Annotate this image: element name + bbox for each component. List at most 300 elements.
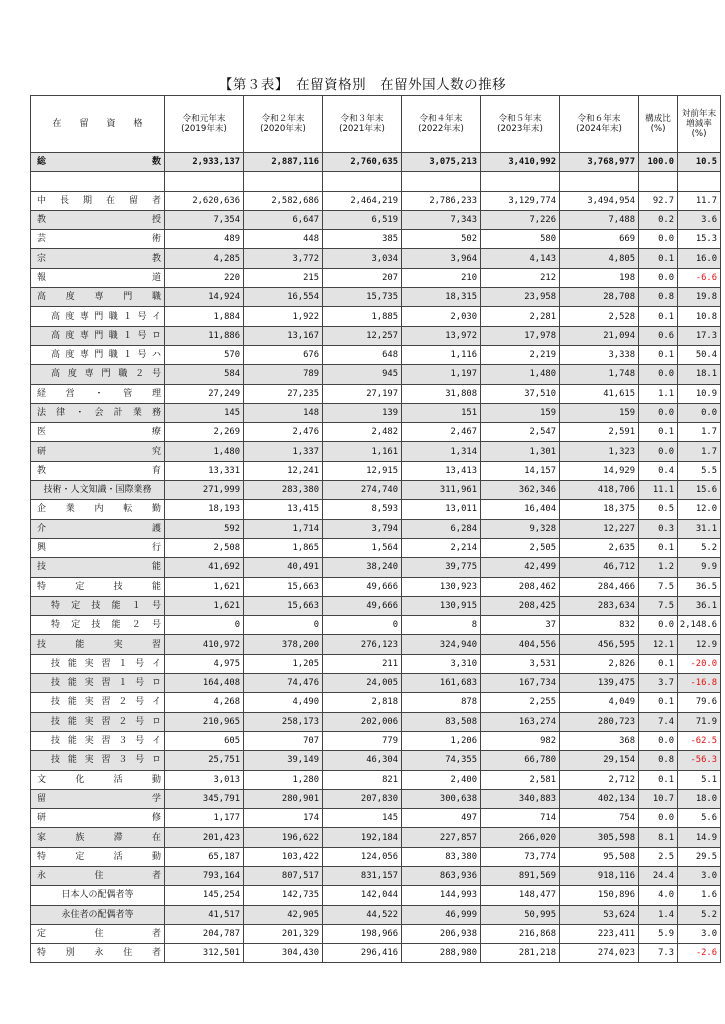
year-value-cell: 779 xyxy=(323,731,402,750)
year-value-cell: 304,430 xyxy=(244,944,323,963)
year-value-cell: 283,634 xyxy=(560,596,639,615)
year-value-cell: 150,896 xyxy=(560,886,639,905)
ratio-cell: 0.2 xyxy=(639,210,678,229)
table-row xyxy=(31,384,721,403)
change-cell: 18.1 xyxy=(678,365,721,384)
year-value-cell: 139,475 xyxy=(560,674,639,693)
ratio-cell: 0.3 xyxy=(639,519,678,538)
year-value-cell: 1,480 xyxy=(481,365,560,384)
year-value-cell: 2,826 xyxy=(560,654,639,673)
year-value-cell: 18,375 xyxy=(560,500,639,519)
change-cell: 12.0 xyxy=(678,500,721,519)
table-row xyxy=(31,442,721,461)
year-value-cell: 13,413 xyxy=(402,461,481,480)
year-value-cell: 1,314 xyxy=(402,442,481,461)
ratio-cell: 24.4 xyxy=(639,866,678,885)
year-value-cell: 2,281 xyxy=(481,307,560,326)
year-value-cell: 164,408 xyxy=(165,674,244,693)
row-label: 研修 xyxy=(31,809,165,828)
year-value-cell: 280,901 xyxy=(244,789,323,808)
year-value-cell: 1,177 xyxy=(165,809,244,828)
year-value-cell: 50,995 xyxy=(481,905,560,924)
year-value-cell: 570 xyxy=(165,345,244,364)
year-value-cell: 21,094 xyxy=(560,326,639,345)
year-value-cell: 17,978 xyxy=(481,326,560,345)
change-cell: 71.9 xyxy=(678,712,721,731)
year-value-cell: 49,666 xyxy=(323,596,402,615)
year-value-cell: 14,924 xyxy=(165,288,244,307)
year-value-cell: 2,467 xyxy=(402,423,481,442)
year-value-cell: 8 xyxy=(402,616,481,635)
year-value-cell: 24,005 xyxy=(323,674,402,693)
year-value-cell: 3,772 xyxy=(244,249,323,268)
year-value-cell: 145 xyxy=(323,809,402,828)
change-cell: 1.6 xyxy=(678,886,721,905)
year-value-cell: 39,775 xyxy=(402,558,481,577)
year-value-cell: 2,760,635 xyxy=(323,153,402,172)
row-label: 特定技能２号 xyxy=(31,616,165,635)
year-value-cell: 23,958 xyxy=(481,288,560,307)
year-value-cell: 174 xyxy=(244,809,323,828)
year-value-cell: 2,219 xyxy=(481,345,560,364)
row-label: 高度専門職１号ロ xyxy=(31,326,165,345)
year-value-cell: 2,620,636 xyxy=(165,191,244,210)
table-row xyxy=(31,924,721,943)
table-row xyxy=(31,249,721,268)
row-label: 特別永住者 xyxy=(31,944,165,963)
change-cell: 10.5 xyxy=(678,153,721,172)
ratio-cell: 0.0 xyxy=(639,365,678,384)
year-value-cell: 15,663 xyxy=(244,577,323,596)
year-value-cell: 12,257 xyxy=(323,326,402,345)
year-value-cell: 31,808 xyxy=(402,384,481,403)
year-value-cell: 821 xyxy=(323,770,402,789)
year-value-cell: 151 xyxy=(402,403,481,422)
year-value-cell: 754 xyxy=(560,809,639,828)
year-value-cell: 2,476 xyxy=(244,423,323,442)
ratio-cell: 7.5 xyxy=(639,577,678,596)
year-value-cell: 38,240 xyxy=(323,558,402,577)
ratio-cell: 2.5 xyxy=(639,847,678,866)
row-label: 研究 xyxy=(31,442,165,461)
year-value-cell: 46,999 xyxy=(402,905,481,924)
table-body xyxy=(31,153,721,963)
ratio-cell: 0.0 xyxy=(639,731,678,750)
table-row xyxy=(31,693,721,712)
year-value-cell: 410,972 xyxy=(165,635,244,654)
row-label: 宗教 xyxy=(31,249,165,268)
year-value-cell: 40,491 xyxy=(244,558,323,577)
year-value-cell: 271,999 xyxy=(165,481,244,500)
year-value-cell: 2,582,686 xyxy=(244,191,323,210)
year-value-cell: 12,915 xyxy=(323,461,402,480)
change-cell: 18.0 xyxy=(678,789,721,808)
year-value-cell: 39,149 xyxy=(244,751,323,770)
year-value-cell: 103,422 xyxy=(244,847,323,866)
year-value-cell: 2,712 xyxy=(560,770,639,789)
year-value-cell: 945 xyxy=(323,365,402,384)
year-value-cell: 202,006 xyxy=(323,712,402,731)
table-row xyxy=(31,731,721,750)
row-label: 特定技能 xyxy=(31,577,165,596)
ratio-cell: 0.1 xyxy=(639,423,678,442)
year-value-cell: 4,049 xyxy=(560,693,639,712)
row-label: 永住者の配偶者等 xyxy=(31,905,165,924)
table-row xyxy=(31,403,721,422)
row-label: 報道 xyxy=(31,268,165,287)
year-value-cell: 878 xyxy=(402,693,481,712)
ratio-cell: 0.0 xyxy=(639,442,678,461)
year-value-cell: 15,663 xyxy=(244,596,323,615)
change-cell: 10.9 xyxy=(678,384,721,403)
year-value-cell: 74,476 xyxy=(244,674,323,693)
change-cell: 9.9 xyxy=(678,558,721,577)
page-title: 【第３表】 在留資格別 在留外国人数の推移 xyxy=(218,77,507,93)
change-cell: 5.5 xyxy=(678,461,721,480)
year-value-cell: 1,205 xyxy=(244,654,323,673)
year-value-cell: 2,818 xyxy=(323,693,402,712)
year-value-cell: 2,528 xyxy=(560,307,639,326)
year-value-cell: 27,197 xyxy=(323,384,402,403)
year-value-cell: 283,380 xyxy=(244,481,323,500)
year-value-cell: 208,462 xyxy=(481,577,560,596)
year-value-cell: 27,235 xyxy=(244,384,323,403)
table-row xyxy=(31,307,721,326)
year-value-cell: 1,885 xyxy=(323,307,402,326)
year-value-cell: 284,466 xyxy=(560,577,639,596)
change-cell: 5.6 xyxy=(678,809,721,828)
table-row xyxy=(31,153,721,172)
year-value-cell: 11,886 xyxy=(165,326,244,345)
year-value-cell: 707 xyxy=(244,731,323,750)
year-value-cell: 46,712 xyxy=(560,558,639,577)
row-label: 定住者 xyxy=(31,924,165,943)
year-value-cell: 385 xyxy=(323,230,402,249)
table-row xyxy=(31,674,721,693)
year-value-cell: 2,887,116 xyxy=(244,153,323,172)
year-value-cell: 1,564 xyxy=(323,538,402,557)
year-value-cell: 9,328 xyxy=(481,519,560,538)
year-value-cell: 2,255 xyxy=(481,693,560,712)
year-value-cell: 192,184 xyxy=(323,828,402,847)
year-value-cell: 212 xyxy=(481,268,560,287)
year-value-cell: 142,735 xyxy=(244,886,323,905)
year-value-cell: 16,554 xyxy=(244,288,323,307)
year-value-cell: 831,157 xyxy=(323,866,402,885)
year-value-cell: 13,972 xyxy=(402,326,481,345)
year-value-cell: 1,748 xyxy=(560,365,639,384)
year-value-cell: 3,494,954 xyxy=(560,191,639,210)
header-year-2024: 令和６年末 (2024年末) xyxy=(560,96,639,153)
year-value-cell: 1,865 xyxy=(244,538,323,557)
year-value-cell: 3,768,977 xyxy=(560,153,639,172)
year-value-cell: 159 xyxy=(560,403,639,422)
row-label: 中長期在留者 xyxy=(31,191,165,210)
row-label: 家族滞在 xyxy=(31,828,165,847)
year-value-cell: 14,157 xyxy=(481,461,560,480)
change-cell: -62.5 xyxy=(678,731,721,750)
year-value-cell: 198 xyxy=(560,268,639,287)
ratio-cell: 4.0 xyxy=(639,886,678,905)
header-year-2019: 令和元年末 (2019年末) xyxy=(165,96,244,153)
year-value-cell: 211 xyxy=(323,654,402,673)
ratio-cell: 0.1 xyxy=(639,249,678,268)
year-value-cell: 4,268 xyxy=(165,693,244,712)
table-row xyxy=(31,635,721,654)
year-value-cell: 648 xyxy=(323,345,402,364)
year-value-cell: 584 xyxy=(165,365,244,384)
ratio-cell: 10.7 xyxy=(639,789,678,808)
table-row xyxy=(31,866,721,885)
year-value-cell: 49,666 xyxy=(323,577,402,596)
year-value-cell: 1,280 xyxy=(244,770,323,789)
row-label: 高度専門職１号ハ xyxy=(31,345,165,364)
year-value-cell: 28,708 xyxy=(560,288,639,307)
row-label: 経営・管理 xyxy=(31,384,165,403)
year-value-cell: 216,868 xyxy=(481,924,560,943)
year-value-cell: 27,249 xyxy=(165,384,244,403)
year-value-cell: 1,301 xyxy=(481,442,560,461)
year-value-cell: 3,531 xyxy=(481,654,560,673)
table-row xyxy=(31,500,721,519)
ratio-cell: 0.1 xyxy=(639,693,678,712)
year-value-cell: 281,218 xyxy=(481,944,560,963)
row-label: 留学 xyxy=(31,789,165,808)
year-value-cell: 41,517 xyxy=(165,905,244,924)
ratio-cell: 0.0 xyxy=(639,268,678,287)
year-value-cell: 2,464,219 xyxy=(323,191,402,210)
year-value-cell: 13,415 xyxy=(244,500,323,519)
year-value-cell: 1,197 xyxy=(402,365,481,384)
year-value-cell: 7,343 xyxy=(402,210,481,229)
year-value-cell: 456,595 xyxy=(560,635,639,654)
year-value-cell: 1,161 xyxy=(323,442,402,461)
year-value-cell: 16,404 xyxy=(481,500,560,519)
row-label: 高度専門職 xyxy=(31,288,165,307)
ratio-cell: 0.5 xyxy=(639,500,678,519)
year-value-cell: 46,304 xyxy=(323,751,402,770)
year-value-cell: 345,791 xyxy=(165,789,244,808)
year-value-cell: 148 xyxy=(244,403,323,422)
year-value-cell: 305,598 xyxy=(560,828,639,847)
year-value-cell: 807,517 xyxy=(244,866,323,885)
year-value-cell: 4,805 xyxy=(560,249,639,268)
row-label: 介護 xyxy=(31,519,165,538)
year-value-cell: 714 xyxy=(481,809,560,828)
year-value-cell: 324,940 xyxy=(402,635,481,654)
spacer-row xyxy=(31,172,721,191)
year-value-cell: 0 xyxy=(244,616,323,635)
year-value-cell: 145 xyxy=(165,403,244,422)
change-cell: 15.3 xyxy=(678,230,721,249)
table-row xyxy=(31,519,721,538)
year-value-cell: 12,241 xyxy=(244,461,323,480)
year-value-cell: 863,936 xyxy=(402,866,481,885)
year-value-cell: 1,714 xyxy=(244,519,323,538)
year-value-cell: 891,569 xyxy=(481,866,560,885)
year-value-cell: 41,692 xyxy=(165,558,244,577)
table-row xyxy=(31,326,721,345)
year-value-cell: 497 xyxy=(402,809,481,828)
year-value-cell: 1,116 xyxy=(402,345,481,364)
ratio-cell: 11.1 xyxy=(639,481,678,500)
year-value-cell: 2,786,233 xyxy=(402,191,481,210)
year-value-cell: 362,346 xyxy=(481,481,560,500)
year-value-cell: 418,706 xyxy=(560,481,639,500)
year-value-cell: 37 xyxy=(481,616,560,635)
change-cell: 10.8 xyxy=(678,307,721,326)
year-value-cell: 489 xyxy=(165,230,244,249)
ratio-cell: 0.1 xyxy=(639,538,678,557)
year-value-cell: 206,938 xyxy=(402,924,481,943)
year-value-cell: 402,134 xyxy=(560,789,639,808)
year-value-cell: 18,193 xyxy=(165,500,244,519)
ratio-cell: 0.1 xyxy=(639,654,678,673)
header-year-2020: 令和２年末 (2020年末) xyxy=(244,96,323,153)
year-value-cell: 145,254 xyxy=(165,886,244,905)
table-row xyxy=(31,191,721,210)
year-value-cell: 159 xyxy=(481,403,560,422)
year-value-cell: 13,011 xyxy=(402,500,481,519)
year-value-cell: 793,164 xyxy=(165,866,244,885)
year-value-cell: 210 xyxy=(402,268,481,287)
year-value-cell: 448 xyxy=(244,230,323,249)
change-cell: -20.0 xyxy=(678,654,721,673)
change-cell: 19.8 xyxy=(678,288,721,307)
year-value-cell: 148,477 xyxy=(481,886,560,905)
year-value-cell: 378,200 xyxy=(244,635,323,654)
year-value-cell: 280,723 xyxy=(560,712,639,731)
table-row xyxy=(31,789,721,808)
residence-status-table xyxy=(30,95,721,963)
year-value-cell: 2,400 xyxy=(402,770,481,789)
ratio-cell: 0.8 xyxy=(639,751,678,770)
year-value-cell: 144,993 xyxy=(402,886,481,905)
year-value-cell: 2,482 xyxy=(323,423,402,442)
ratio-cell: 92.7 xyxy=(639,191,678,210)
year-value-cell: 53,624 xyxy=(560,905,639,924)
year-value-cell: 207,830 xyxy=(323,789,402,808)
header-year-2023: 令和５年末 (2023年末) xyxy=(481,96,560,153)
year-value-cell: 2,508 xyxy=(165,538,244,557)
ratio-cell: 7.5 xyxy=(639,596,678,615)
year-value-cell: 142,044 xyxy=(323,886,402,905)
table-row xyxy=(31,577,721,596)
table-row xyxy=(31,616,721,635)
row-label: 日本人の配偶者等 xyxy=(31,886,165,905)
ratio-cell: 1.4 xyxy=(639,905,678,924)
year-value-cell: 201,329 xyxy=(244,924,323,943)
year-value-cell: 7,488 xyxy=(560,210,639,229)
ratio-cell: 0.0 xyxy=(639,616,678,635)
change-cell: 36.1 xyxy=(678,596,721,615)
year-value-cell: 95,508 xyxy=(560,847,639,866)
year-value-cell: 276,123 xyxy=(323,635,402,654)
ratio-cell: 1.2 xyxy=(639,558,678,577)
row-label: 芸術 xyxy=(31,230,165,249)
table-row xyxy=(31,751,721,770)
year-value-cell: 4,975 xyxy=(165,654,244,673)
table-row xyxy=(31,712,721,731)
year-value-cell: 1,206 xyxy=(402,731,481,750)
year-value-cell: 3,013 xyxy=(165,770,244,789)
header-change: 対前年末 増減率 (%) xyxy=(678,96,721,153)
ratio-cell: 0.1 xyxy=(639,345,678,364)
year-value-cell: 8,593 xyxy=(323,500,402,519)
year-value-cell: 258,173 xyxy=(244,712,323,731)
year-value-cell: 2,269 xyxy=(165,423,244,442)
table-row xyxy=(31,538,721,557)
table-row xyxy=(31,230,721,249)
header-year-2021: 令和３年末 (2021年末) xyxy=(323,96,402,153)
year-value-cell: 3,075,213 xyxy=(402,153,481,172)
year-value-cell: 65,187 xyxy=(165,847,244,866)
year-value-cell: 215 xyxy=(244,268,323,287)
year-value-cell: 2,547 xyxy=(481,423,560,442)
change-cell: 0.0 xyxy=(678,403,721,422)
year-value-cell: 2,591 xyxy=(560,423,639,442)
change-cell: 1.7 xyxy=(678,423,721,442)
year-value-cell: 18,315 xyxy=(402,288,481,307)
table-row xyxy=(31,809,721,828)
header-ratio: 構成比 (%) xyxy=(639,96,678,153)
year-value-cell: 13,331 xyxy=(165,461,244,480)
table-row xyxy=(31,886,721,905)
ratio-cell: 0.6 xyxy=(639,326,678,345)
year-value-cell: 208,425 xyxy=(481,596,560,615)
ratio-cell: 8.1 xyxy=(639,828,678,847)
table-row xyxy=(31,905,721,924)
table-row xyxy=(31,481,721,500)
year-value-cell: 2,933,137 xyxy=(165,153,244,172)
header-category: 在 留 資 格 xyxy=(31,96,165,153)
row-label: 技能実習 xyxy=(31,635,165,654)
ratio-cell: 0.1 xyxy=(639,307,678,326)
year-value-cell: 1,621 xyxy=(165,577,244,596)
year-value-cell: 7,354 xyxy=(165,210,244,229)
table-row xyxy=(31,268,721,287)
row-label: 技能実習２号イ xyxy=(31,693,165,712)
row-label: 興行 xyxy=(31,538,165,557)
year-value-cell: 311,961 xyxy=(402,481,481,500)
row-label: 法律・会計業務 xyxy=(31,403,165,422)
year-value-cell: 220 xyxy=(165,268,244,287)
year-value-cell: 300,638 xyxy=(402,789,481,808)
year-value-cell: 3,338 xyxy=(560,345,639,364)
year-value-cell: 312,501 xyxy=(165,944,244,963)
row-label: 技能実習２号ロ xyxy=(31,712,165,731)
change-cell: 3.6 xyxy=(678,210,721,229)
ratio-cell: 7.4 xyxy=(639,712,678,731)
row-label: 特定活動 xyxy=(31,847,165,866)
change-cell: 29.5 xyxy=(678,847,721,866)
year-value-cell: 201,423 xyxy=(165,828,244,847)
year-value-cell: 274,023 xyxy=(560,944,639,963)
change-cell: 36.5 xyxy=(678,577,721,596)
table-row xyxy=(31,345,721,364)
row-label: 技術・人文知識・国際業務 xyxy=(31,481,165,500)
table-row xyxy=(31,847,721,866)
table-row xyxy=(31,423,721,442)
year-value-cell: 1,884 xyxy=(165,307,244,326)
year-value-cell: 982 xyxy=(481,731,560,750)
year-value-cell: 605 xyxy=(165,731,244,750)
year-value-cell: 130,915 xyxy=(402,596,481,615)
row-label: 高度専門職２号 xyxy=(31,365,165,384)
year-value-cell: 41,615 xyxy=(560,384,639,403)
year-value-cell: 1,922 xyxy=(244,307,323,326)
row-label: 技能実習１号ロ xyxy=(31,674,165,693)
